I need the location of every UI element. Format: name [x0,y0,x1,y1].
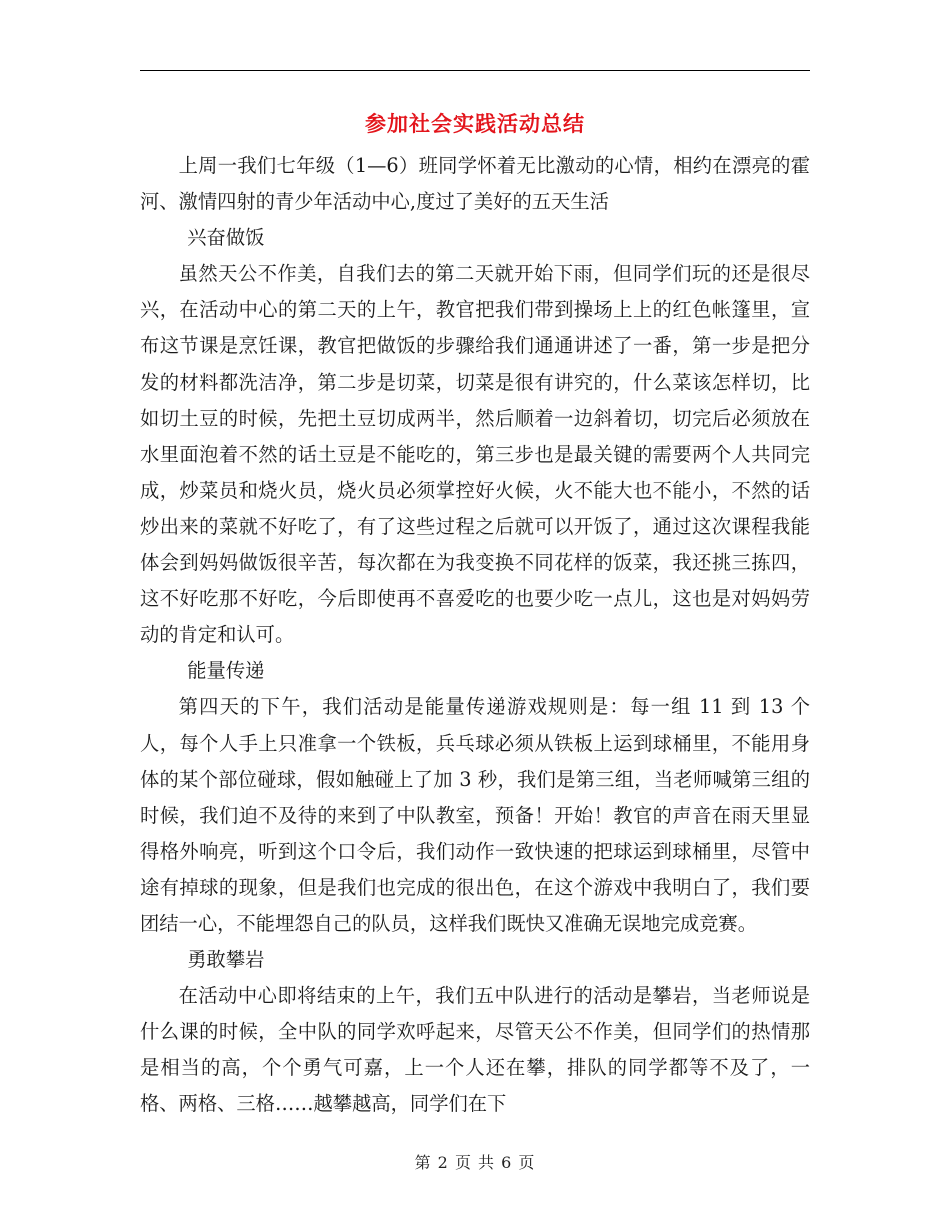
document-body [140,148,810,1123]
section-heading-climbing: 勇敢攀岩 [187,948,265,972]
cooking-paragraph: 虽然天公不作美，自我们去的第二天就开始下雨，但同学们玩的还是很尽兴，在活动中心的第二天的上午，教官把我们带到操场上上的红色帐篷里，宣布这节课是烹饪课，教官把做饭的步骤给我们通通讲述了一番，第一步是把分发的材料都洗洁净，第二步是切菜，切菜是很有讲究的，什么菜该怎样切，比如切土豆的时候，先把土豆切成两半，然后顺着一边斜着切，切完后必须放在水里面泡着不然的话土豆是不能吃的，第三步也是最关键的需要两个人共同完成，炒菜员和烧火员，烧火员必须掌控好火候，火不能大也不能小，不然的话炒出来的菜就不好吃了，有了这些过程之后就可以开饭了，通过这次课程我能体会到妈妈做饭很辛苦，每次都在为我变换不同花样的饭菜，我还挑三拣四，这不好吃那不好吃，今后即使再不喜爱吃的也要少吃一点儿，这也是对妈妈劳动的肯定和认可。 [140,262,810,647]
header-divider [140,70,810,71]
climbing-paragraph: 在活动中心即将结束的上午，我们五中队进行的活动是攀岩，当老师说是什么课的时候，全中队的同学欢呼起来，尽管天公不作美，但同学们的热情那是相当的高，个个勇气可嘉，上一个人还在攀，排队的同学都等不及了，一格、两格、三格……越攀越高，同学们在下 [140,984,810,1116]
section-heading-energy-relay: 能量传递 [187,659,265,683]
intro-paragraph: 上周一我们七年级（1—6）班同学怀着无比激动的心情，相约在漂亮的霍河、激情四射的青少年活动中心,度过了美好的五天生活 [140,154,810,214]
energy-relay-paragraph: 第四天的下午，我们活动是能量传递游戏规则是：每一组 11 到 13 个人，每个人手上只准拿一个铁板，兵乓球必须从铁板上运到球桶里，不能用身体的某个部位碰球，假如触碰上了加 3 秒，我们是第三组，当老师喊第三组的时候，我们迫不及待的来到了中队教室，预备！开始！教官的声音在雨天里显得格外响亮，听到这个口令后，我们动作一致快速的把球运到球桶里，尽管中途有掉球的现象，但是我们也完成的很出色，在这个游戏中我明白了，我们要团结一心，不能埋怨自己的队员，这样我们既快又准确无误地完成竞赛。 [140,695,810,935]
page-number: 第 2 页 共 6 页 [414,1153,536,1172]
section-heading-cooking: 兴奋做饭 [187,226,265,250]
document-title: 参加社会实践活动总结 [365,111,585,136]
